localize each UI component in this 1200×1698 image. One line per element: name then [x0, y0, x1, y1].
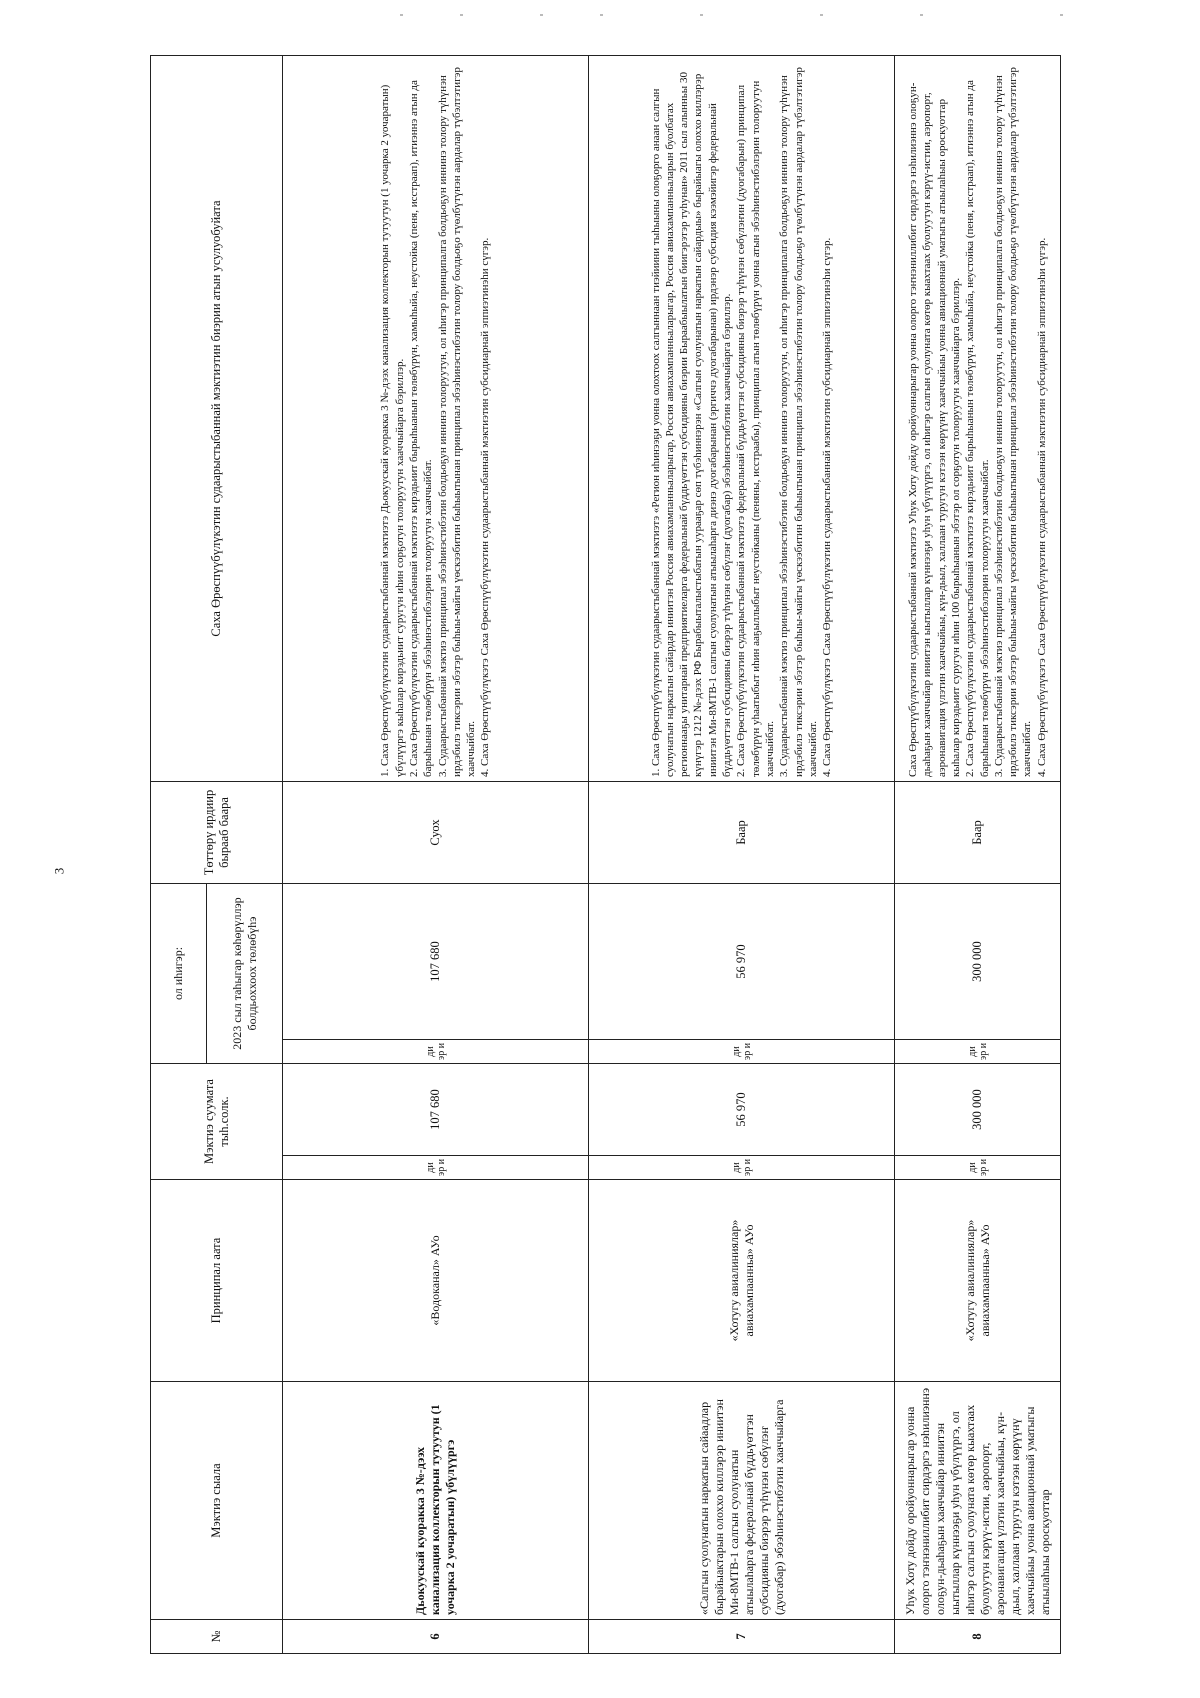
deferred-payment-amount: 107 680 — [283, 884, 589, 1040]
condition-paragraph: 2. Саха Өрөспүүбүлүкэтин судаарыстыбаннай мэктиэтэ кирэдьиит бырыһыанын төлөбүрүн, хамыһыйа, неустойка (пеня, исстраап), итиэннэ атын да барыһынан төлөбүрүн эбээһинэстибэлэрин толоруутун хааччыйбат. — [407, 80, 435, 777]
table-row — [895, 56, 1061, 1654]
guarantee-amount: 56 970 — [589, 1064, 895, 1156]
header-deferred-payment-2023: 2023 сыл таһыгар көһөрүллэр болдьоххоох төлөбүһэ — [207, 884, 283, 1064]
condition-paragraph: 2. Саха Өрөспүүбүлүкэтин судаарыстыбаннай мэктиэтэ кирэдьиит бырыһыанын төлөбүрүн, хамыһыйа, неустойка (пеня, исстраап), итиэннэ атын да барыһынан төлөбүрүн эбээһинэстибэлэрин толоруутун хааччыйбат. — [964, 80, 991, 777]
deferred-payment-amount: 56 970 — [589, 884, 895, 1040]
condition-paragraph: 4. Саха Өрөспүүбүлүкэтэ Саха Өрөспүүбүлүкэтин судаарыстыбаннай мэктиэтин субсидиарнай эппиэтинэһи сүгэр. — [479, 237, 492, 777]
recourse-value: Баар — [895, 782, 1061, 884]
recourse-value: Баар — [589, 782, 895, 884]
guarantee-purpose: «Салгын суолунатын наркатын сайаадлар бырайыактарын олоххо киллэрэр иниитэн Ми-8МТВ-1 салгын суолунатын атыылаһарга федеральнай бүддьүөттэн субсидияны биэрэр түһүнэн сөбүлэҥ (дуогабар) эбээһинэстибэтин хааччыйарга — [589, 1382, 895, 1620]
guarantee-conditions — [283, 56, 589, 782]
header-number: № — [151, 1620, 283, 1654]
row-number: 8 — [895, 1620, 1061, 1654]
condition-paragraph: 3. Судаарыстыбаннай мэктиэ принципал эбээһинэстибэтин болдьоҕун иннинэ толоруутун, ол иһигэр принципалга болдьоҕун иннинэ толору түһүнэн ирдэбилэ тиксэрии эбэтэр быһыы-майгы үөскээбитин быһыытынан принципал эбээһинэстибэтин толору болдьоҕо түөлбүтүнэн аардалар түбэлтэтигэр хааччыйбат. — [992, 67, 1034, 777]
condition-paragraph: 1. Саха Өрөспүүбүлүкэтин судаарыстыбаннай мэктиэтэ Дьокуускай куоракка 3 №-дээх канализация коллекторын тутуутун (1 уочарка 2 уочаратын) үбүлүүргэ кыһалар кирэдьиит суругун иһин сорҕотун толоруутун хааччыйарга бэриллэр. — [379, 84, 406, 777]
guarantee-purpose: Дьокуускай куоракка 3 №-дээх канализация коллекторын тутуутун (1 уочарка 2 уочаратын) үбүлүүргэ — [283, 1382, 589, 1620]
condition-paragraph: 2. Саха Өрөспүүбүлүкэтин судаарыстыбаннай мэктиэтэ федеральнай бүддьүөттэн субсидияны биэрэр түһүнэн сөбүлэҥин (дуогабарын) принципал төлөбүрүн уһаатыбыт иһин ааҕыллыбыт неустойканы (пеняны, исстраабы), принципал атын төлөбүрүн уонна атын эбээһинэстибэлэрин толоруутун хааччыйбат. — [735, 80, 776, 777]
guarantee-table — [150, 55, 1061, 1654]
guarantee-conditions — [895, 56, 1061, 782]
guarantee-conditions — [589, 56, 895, 782]
principal-name: «Водоканал» АУо — [283, 1180, 589, 1382]
currency-unit-label: ди эр и — [589, 1040, 895, 1064]
deferred-payment-amount: 300 000 — [895, 884, 1061, 1040]
guarantee-purpose: Уһук Хоту дойду оройуоннарыгар уонна олорго тэҥнэниллибит сирдэргэ нэһилиэннэ олоҕун-дьаһаҕын хааччыйар иниитэн ыытыллар күннээҕи уһун үбүлүүргэ, ол иһигэр салгын суолуната көтөр кыахтаах буолуутун кэрүү-истии, аэропорт, аэронавигация үлэтин хааччыйыы, күн-дьыл, халлаан туругун кэтээн көрүүнү хааччыйыы уонна авиационнай уматыгы атыылаһыы ороскуоттар — [895, 1382, 1061, 1620]
row-number: 6 — [283, 1620, 589, 1654]
header-principal-name: Принципал аата — [151, 1180, 283, 1382]
header-right-of-recourse: Төттөрү ирдиир бырааб баара — [151, 782, 283, 884]
header-including: ол иһигэр: — [151, 884, 207, 1064]
condition-paragraph: 4. Саха Өрөспүүбүлүкэтэ Саха Өрөспүүбүлүкэтин судаарыстыбаннай мэктиэтин субсидиарнай эппиэтинэһи сүгэр. — [821, 237, 834, 777]
condition-paragraph: 3. Судаарыстыбаннай мэктиэ принципал эбээһинэстибэтин болдьоҕун иннинэ толоруутун, ол иһигэр принципалга болдьоҕун иннинэ толору түһүнэн ирдэбилэ тиксэрии эбэтэр быһыы-майгы үөскээбитин быһыытынан принципал эбээһинэстибэтин толору болдьоҕо түөлбүтүнэн аардалар түбэлтэтигэр хааччыйбат. — [436, 67, 478, 777]
scan-speck-marks — [400, 14, 1100, 22]
guarantee-amount: 107 680 — [283, 1064, 589, 1156]
header-guarantee-amount: Мэктиэ суумата тыһ.солк. — [151, 1064, 283, 1180]
table-row — [283, 56, 589, 1654]
header-guarantee-conditions: Саха Өрөспүүбүлүкэтин судаарыстыбаннай мэктиэтин биэрии атын усулуобуйата — [151, 56, 283, 782]
rotated-table-container — [150, 56, 1060, 1654]
currency-unit-label: ди эр и — [589, 1156, 895, 1180]
condition-paragraph: Саха Өрөспүүбүлүкэтин судаарыстыбаннай мэктиэтэ Уһук Хоту дойду оройуоннарыгар уонна олорго тэҥнэниллибит сирдэргэ нэһилиэннэ олоҕун-дьаһаҕын хааччыйар иниитэн ыытыллар күннээҕи уһун үбүлүүргэ, ол иһигэр салгын суолуната көтөр кыахтаах буолуутун кэрүү-истии, аэропорт, аэронавигация үлэтин хааччыйыы, күн-дьыл, халлаан туругун кэтээн көрүүнү хааччыйыы уонна авиационнай уматыгы атыылаһыы ороскуоттар кыһалар кирэдьиит суругун иһин 100 бырыһыанын эбэтэр ол сорҕотун толоруутун хааччыйарга бэриллэр. — [907, 82, 962, 777]
row-number: 7 — [589, 1620, 895, 1654]
currency-unit-label: ди эр и — [895, 1040, 1061, 1064]
condition-paragraph: 1. Саха Өрөспүүбүлүкэтин судаарыстыбаннай мэктиэтэ «Регион иһинээҕи уонна олохтоох салгыннаан тиэйиини тыһыыны олоҕорго анаан салгын суолунатын наркатын сайардар иниитэн Россия авиахампанньаларыгар, Россия авиахампанньаларыгар, Россия авиахампанньаларын буолбатах регионнааҕы унитарнай предприятиеларга федеральнай бүддьүөттэн субсидияны биэрии Быраабыылатын биигэрэтэр туһунан» 2011 сыл алынньы 30 күнүгэр 1212 №-дээх РФ Бырабыыталыстыбатын уурааҕар сөп түбэһиннэрэн «Салгын суолунатын наркатын сайардыы» бырайыагы олоххо киллэрэр иниитэн Ми-8МТВ-1 салгын суолунатын атыылаһарга диэнэ дуогабарынан (эргиччэ дуогабарынан) ирдэнэр субсидия кээмэйигэр федеральнай бүддьүөттэн субсидияны биэрэр түһүнэн сөбүлэҥ (дуогабар) эбээһинэстибэтин хааччыйарга бэриллэр. — [649, 72, 734, 777]
table-row — [589, 56, 895, 1654]
condition-paragraph: 3. Судаарыстыбаннай мэктиэ принципал эбээһинэстибэтин болдьоҕун иннинэ толоруутун, ол иһигэр принципалга болдьоҕун иннинэ толору түһүнэн ирдэбилэ тиксэрии эбэтэр быһыы-майгы үөскээбитин быһыытынан принципал эбээһинэстибэтин толору болдьоҕо түөлбүтүнэн аардалар түбэлтэтигэр хааччыйбат. — [778, 67, 819, 777]
currency-unit-label: ди эр и — [283, 1156, 589, 1180]
header-guarantee-purpose: Мэктиэ сыала — [151, 1382, 283, 1620]
page-number: 3 — [51, 867, 67, 875]
principal-name: «Хотугу авиалиниялар» авиахампаанньа» АУо — [895, 1180, 1061, 1382]
currency-unit-label: ди эр и — [895, 1156, 1061, 1180]
recourse-value: Суох — [283, 782, 589, 884]
condition-paragraph: 4. Саха Өрөспүүбүлүкэтэ Саха Өрөспүүбүлүкэтин судаарыстыбаннай мэктиэтин субсидиарнай эппиэтинэһи сүгэр. — [1035, 237, 1048, 777]
guarantee-amount: 300 000 — [895, 1064, 1061, 1156]
currency-unit-label: ди эр и — [283, 1040, 589, 1064]
principal-name: «Хотугу авиалиниялар» авиахампаанньа» АУо — [589, 1180, 895, 1382]
